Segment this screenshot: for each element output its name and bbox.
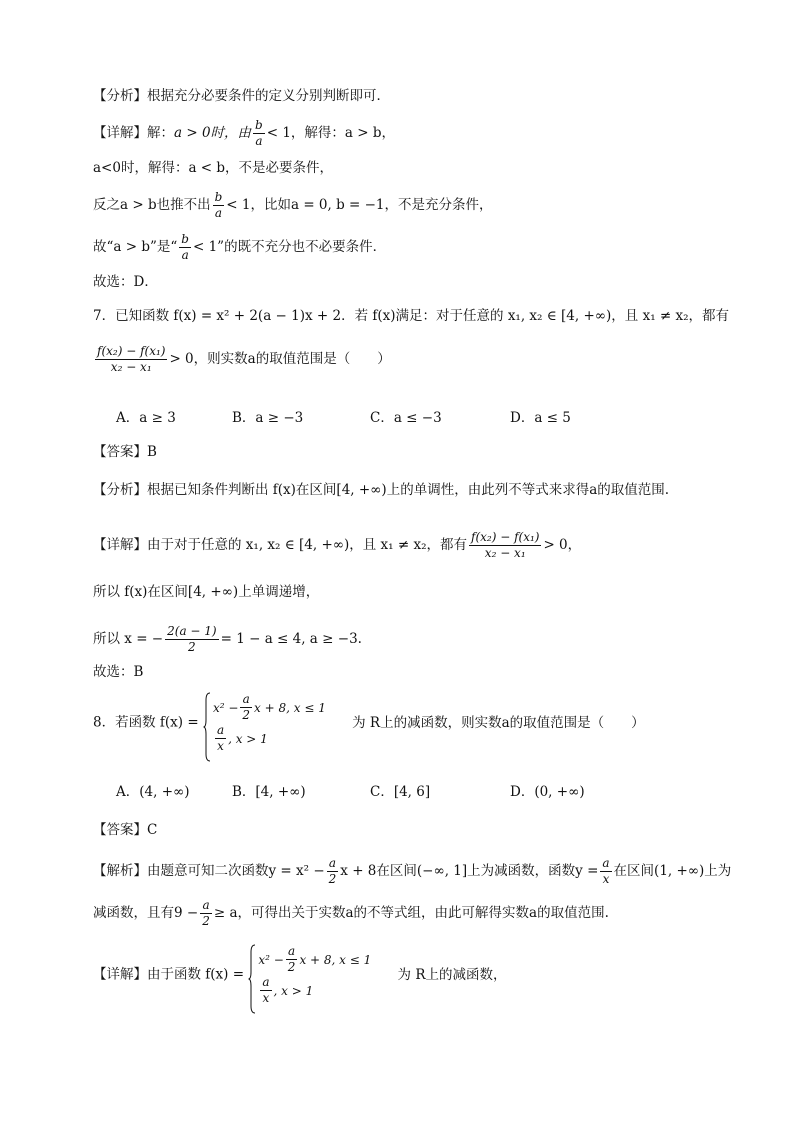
detail-text: < 1，解得：a > b， [266, 125, 396, 141]
piecewise-function [203, 692, 326, 754]
q6-detail-line1 [93, 118, 395, 149]
q6-analysis [93, 86, 390, 106]
stem-text: 8．若函数 f(x) = [93, 714, 199, 731]
jiexi-text: 由题意可知二次函数y = x² − [147, 863, 325, 879]
fraction [179, 232, 191, 263]
denominator: 2 [242, 708, 251, 722]
answer-tag: 【答案】 [93, 822, 147, 838]
jiexi-text: 在区间(1, +∞)上为 [613, 863, 732, 879]
fraction [286, 944, 298, 975]
piece-text: x + 8, x ≤ 1 [299, 952, 372, 967]
q7-option-b: B．a ≥ −3 [232, 410, 304, 426]
numerator: f(x₂) − f(x₁) [97, 344, 166, 358]
fraction [95, 344, 167, 375]
piecewise-function [248, 944, 371, 1006]
detail-text: 反之a > b也推不出 [93, 197, 211, 213]
q7-option-c: C．a ≤ −3 [370, 410, 442, 426]
denominator: a [181, 248, 189, 262]
answer-value: C [147, 822, 158, 838]
denominator: x [602, 872, 610, 886]
numerator: a [240, 692, 252, 708]
piece-2 [258, 975, 371, 1006]
numerator: b [214, 190, 223, 204]
numerator: b [255, 118, 263, 132]
denominator: 2 [202, 914, 210, 928]
q8-option-d: D．(0, +∞) [510, 784, 585, 800]
detail-text: > 0， [543, 537, 582, 553]
numerator: a [286, 944, 298, 960]
analysis-text: 根据充分必要条件的定义分别判断即可． [147, 88, 390, 104]
fraction [253, 118, 265, 149]
q6-detail-line2: a<0时，解得：a < b，不是必要条件， [93, 160, 334, 176]
q7-stem-line1: 7．已知函数 f(x) = x² + 2(a − 1)x + 2．若 f(x)满足：对于任意的 x₁, x₂ ∈ [4, +∞)，且 x₁ ≠ x₂，都有 [93, 308, 730, 324]
detail-text: 解： [147, 125, 174, 141]
numerator: 2(a − 1) [167, 624, 217, 638]
detail-text: 由于函数 f(x) = [147, 966, 245, 983]
fraction [469, 530, 541, 561]
denominator: x [217, 739, 224, 753]
numerator: a [602, 856, 610, 870]
denominator: x₂ − x₁ [484, 546, 526, 560]
q7-analysis [93, 480, 669, 500]
detail-text: = 1 − a ≤ 4, a ≥ −3. [220, 631, 362, 647]
detail-text: 由于对于任意的 x₁, x₂ ∈ [4, +∞)，且 x₁ ≠ x₂，都有 [147, 537, 467, 553]
piece-text: , x > 1 [228, 731, 268, 746]
q7-option-d: D．a ≤ 5 [510, 410, 571, 426]
q6-detail-line4 [93, 232, 386, 263]
jiexi-text: x + 8在区间(−∞, 1]上为减函数，函数y = [340, 863, 599, 879]
numerator: a [327, 856, 339, 872]
q7-detail-line3 [93, 624, 362, 655]
fraction [327, 856, 339, 887]
detail-text: 为 R上的减函数， [397, 966, 507, 983]
q7-answer [93, 442, 157, 462]
fraction [600, 856, 611, 887]
analysis-tag: 【分析】 [93, 88, 147, 104]
detail-text: < 1，比如a = 0, b = −1，不是充分条件， [226, 197, 493, 213]
numerator: a [216, 723, 225, 737]
q7-choice: 故选：B [93, 664, 144, 680]
q7-detail-line2: 所以 f(x)在区间[4, +∞)上单调递增， [93, 584, 320, 600]
denominator: 2 [328, 872, 337, 886]
piece-text: x + 8, x ≤ 1 [254, 700, 326, 715]
fraction [165, 624, 218, 655]
denominator: x₂ − x₁ [110, 360, 152, 374]
q8-detail [93, 944, 507, 1006]
denominator: 2 [287, 960, 296, 974]
stem-text: > 0，则实数a的取值范围是（ ） [169, 351, 391, 367]
numerator: b [181, 232, 189, 246]
jiexi-text: 减函数，且有9 − [93, 905, 199, 921]
jiexi-tag: 【解析】 [93, 863, 147, 879]
detail-text: a > 0时，由 [174, 125, 252, 141]
q8-option-b: B．[4, +∞) [232, 784, 306, 800]
q8-stem [93, 692, 645, 754]
piece-1 [258, 944, 371, 975]
piece-text: x² − [212, 700, 239, 715]
q8-jiexi-line2 [93, 898, 609, 929]
q8-answer [93, 820, 157, 840]
q8-option-c: C．[4, 6] [370, 784, 431, 800]
fraction [213, 190, 225, 221]
q8-jiexi-line1 [93, 856, 731, 887]
answer-value: B [147, 444, 157, 460]
fraction [215, 723, 226, 754]
fraction [240, 692, 252, 723]
q7-option-a: A．a ≥ 3 [116, 410, 176, 426]
detail-text: < 1”的既不充分也不必要条件． [192, 239, 387, 255]
detail-tag: 【详解】 [93, 125, 147, 141]
q7-stem-line2 [93, 344, 391, 375]
detail-tag: 【详解】 [93, 966, 147, 983]
piece-1 [213, 692, 326, 723]
denominator: a [255, 134, 263, 148]
denominator: x [262, 991, 270, 1005]
numerator: a [200, 898, 212, 914]
fraction [200, 898, 212, 929]
stem-text: 为 R上的减函数，则实数a的取值范围是（ ） [352, 714, 645, 731]
answer-tag: 【答案】 [93, 444, 147, 460]
piece-text: x² − [258, 952, 284, 967]
q6-detail-line3 [93, 190, 493, 221]
analysis-tag: 【分析】 [93, 482, 147, 498]
brace-icon [203, 692, 211, 762]
denominator: 2 [188, 640, 196, 654]
q8-option-a: A．(4, +∞) [116, 784, 190, 800]
numerator: f(x₂) − f(x₁) [471, 530, 540, 544]
analysis-text: 根据已知条件判断出 f(x)在区间[4, +∞)上的单调性，由此列不等式来求得a的取值范围. [147, 482, 670, 498]
detail-text: 所以 x = − [93, 631, 164, 647]
detail-text: 故“a > b”是“ [93, 239, 178, 255]
jiexi-text: ≥ a，可得出关于实数a的不等式组，由此可解得实数a的取值范围. [213, 905, 609, 921]
fraction [260, 975, 271, 1006]
denominator: a [214, 206, 223, 220]
q7-detail-line1 [93, 530, 581, 561]
brace-icon [248, 944, 256, 1014]
piece-2 [213, 723, 326, 754]
piece-text: , x > 1 [273, 983, 314, 998]
q6-choice: 故选：D． [93, 274, 158, 290]
numerator: a [262, 975, 270, 989]
detail-tag: 【详解】 [93, 537, 147, 553]
